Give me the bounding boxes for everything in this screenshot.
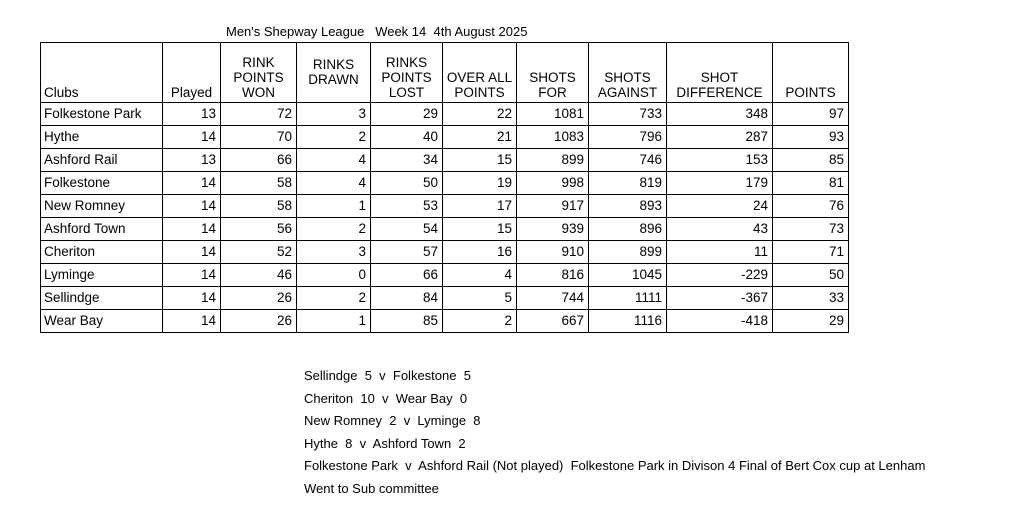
cell-shots-against: 893 xyxy=(589,195,667,218)
cell-shot-difference: 11 xyxy=(667,241,773,264)
cell-points: 85 xyxy=(773,149,849,172)
cell-shots-against: 1116 xyxy=(589,310,667,333)
cell-shots-against: 733 xyxy=(589,103,667,126)
cell-shots-for: 1081 xyxy=(517,103,589,126)
cell-shots-against: 746 xyxy=(589,149,667,172)
cell-points: 50 xyxy=(773,264,849,287)
cell-played: 14 xyxy=(163,287,221,310)
cell-rinks-drawn: 4 xyxy=(297,149,371,172)
cell-points: 33 xyxy=(773,287,849,310)
cell-rinks-points-lost: 50 xyxy=(371,172,443,195)
cell-played: 14 xyxy=(163,172,221,195)
header-row xyxy=(41,43,849,103)
result-line: Cheriton 10 v Wear Bay 0 xyxy=(304,390,468,406)
cell-rink-points-won: 26 xyxy=(221,287,297,310)
cell-overall-points: 21 xyxy=(443,126,517,149)
table-row xyxy=(41,103,849,126)
cell-rinks-points-lost: 29 xyxy=(371,103,443,126)
result-line: Sellindge 5 v Folkestone 5 xyxy=(304,368,471,383)
cell-played: 14 xyxy=(163,264,221,287)
cell-rinks-points-lost: 34 xyxy=(371,149,443,172)
cell-shots-against: 1045 xyxy=(589,264,667,287)
cell-rink-points-won: 26 xyxy=(221,310,297,333)
cell-shot-difference: 153 xyxy=(667,149,773,172)
cell-shot-difference: -229 xyxy=(667,264,773,287)
cell-rinks-points-lost: 40 xyxy=(371,126,443,149)
cell-shots-for: 744 xyxy=(517,287,589,310)
table-row xyxy=(41,218,849,241)
match-results xyxy=(304,365,925,500)
cell-played: 14 xyxy=(163,310,221,333)
cell-rink-points-won: 58 xyxy=(221,172,297,195)
result-line: Went to Sub committee xyxy=(304,480,439,496)
cell-shot-difference: 348 xyxy=(667,103,773,126)
cell-shots-against: 796 xyxy=(589,126,667,149)
cell-shots-for: 667 xyxy=(517,310,589,333)
cell-overall-points: 2 xyxy=(443,310,517,333)
cell-shots-for: 1083 xyxy=(517,126,589,149)
cell-club: Cheriton xyxy=(41,241,163,264)
cell-rinks-drawn: 3 xyxy=(297,103,371,126)
cell-shots-for: 998 xyxy=(517,172,589,195)
cell-shots-for: 917 xyxy=(517,195,589,218)
cell-overall-points: 15 xyxy=(443,218,517,241)
cell-rink-points-won: 52 xyxy=(221,241,297,264)
cell-shot-difference: -367 xyxy=(667,287,773,310)
cell-rinks-drawn: 1 xyxy=(297,310,371,333)
cell-rinks-points-lost: 53 xyxy=(371,195,443,218)
cell-rink-points-won: 56 xyxy=(221,218,297,241)
result-line: Folkestone Park v Ashford Rail (Not played) Folkestone Park in Divison 4 Final of Bert Cox cup at Lenham xyxy=(304,458,926,473)
cell-points: 71 xyxy=(773,241,849,264)
cell-rink-points-won: 46 xyxy=(221,264,297,287)
cell-shots-against: 899 xyxy=(589,241,667,264)
cell-shot-difference: 43 xyxy=(667,218,773,241)
cell-shots-for: 899 xyxy=(517,149,589,172)
cell-points: 93 xyxy=(773,126,849,149)
league-title: Men's Shepway League Week 14 4th August 2025 xyxy=(226,24,528,39)
cell-rinks-points-lost: 66 xyxy=(371,264,443,287)
header-rinks-points-lost: RINKS POINTS LOST xyxy=(371,43,443,103)
cell-shots-against: 1111 xyxy=(589,287,667,310)
cell-overall-points: 16 xyxy=(443,241,517,264)
cell-played: 14 xyxy=(163,241,221,264)
cell-overall-points: 4 xyxy=(443,264,517,287)
header-rink-points-won: RINK POINTS WON xyxy=(221,43,297,103)
cell-overall-points: 19 xyxy=(443,172,517,195)
cell-overall-points: 5 xyxy=(443,287,517,310)
cell-club: Sellindge xyxy=(41,287,163,310)
table-row xyxy=(41,195,849,218)
cell-rinks-drawn: 2 xyxy=(297,126,371,149)
cell-overall-points: 15 xyxy=(443,149,517,172)
cell-shots-for: 816 xyxy=(517,264,589,287)
cell-rinks-drawn: 2 xyxy=(297,287,371,310)
table-row xyxy=(41,310,849,333)
cell-played: 14 xyxy=(163,218,221,241)
cell-played: 13 xyxy=(163,103,221,126)
table-row xyxy=(41,264,849,287)
cell-shots-against: 819 xyxy=(589,172,667,195)
cell-club: Folkestone xyxy=(41,172,163,195)
cell-points: 73 xyxy=(773,218,849,241)
cell-club: Lyminge xyxy=(41,264,163,287)
cell-shot-difference: 24 xyxy=(667,195,773,218)
cell-points: 81 xyxy=(773,172,849,195)
cell-rinks-drawn: 4 xyxy=(297,172,371,195)
table-row xyxy=(41,241,849,264)
league-table xyxy=(40,42,849,333)
cell-club: Wear Bay xyxy=(41,310,163,333)
cell-points: 76 xyxy=(773,195,849,218)
table-row xyxy=(41,126,849,149)
cell-overall-points: 22 xyxy=(443,103,517,126)
cell-club: New Romney xyxy=(41,195,163,218)
header-shot-difference: SHOT DIFFERENCE xyxy=(667,43,773,103)
cell-club: Hythe xyxy=(41,126,163,149)
header-shots-against: SHOTS AGAINST xyxy=(589,43,667,103)
cell-played: 14 xyxy=(163,126,221,149)
cell-rink-points-won: 66 xyxy=(221,149,297,172)
cell-overall-points: 17 xyxy=(443,195,517,218)
cell-club: Ashford Town xyxy=(41,218,163,241)
cell-rinks-points-lost: 84 xyxy=(371,287,443,310)
cell-played: 14 xyxy=(163,195,221,218)
cell-club: Folkestone Park xyxy=(41,103,163,126)
cell-rinks-drawn: 3 xyxy=(297,241,371,264)
cell-rinks-drawn: 2 xyxy=(297,218,371,241)
cell-points: 29 xyxy=(773,310,849,333)
cell-shots-for: 939 xyxy=(517,218,589,241)
header-played: Played xyxy=(163,43,221,103)
cell-rinks-points-lost: 57 xyxy=(371,241,443,264)
cell-rinks-drawn: 1 xyxy=(297,195,371,218)
cell-rinks-points-lost: 54 xyxy=(371,218,443,241)
cell-shot-difference: 287 xyxy=(667,126,773,149)
table-row xyxy=(41,287,849,310)
header-clubs: Clubs xyxy=(41,43,163,103)
cell-shot-difference: 179 xyxy=(667,172,773,195)
cell-rink-points-won: 58 xyxy=(221,195,297,218)
header-overall-points: OVER ALL POINTS xyxy=(443,43,517,103)
table-row xyxy=(41,149,849,172)
cell-shots-against: 896 xyxy=(589,218,667,241)
cell-club: Ashford Rail xyxy=(41,149,163,172)
cell-shot-difference: -418 xyxy=(667,310,773,333)
cell-rink-points-won: 72 xyxy=(221,103,297,126)
cell-rink-points-won: 70 xyxy=(221,126,297,149)
cell-played: 13 xyxy=(163,149,221,172)
header-rinks-drawn: RINKS DRAWN xyxy=(297,43,371,103)
result-line: Hythe 8 v Ashford Town 2 xyxy=(304,435,466,451)
result-line: New Romney 2 v Lyminge 8 xyxy=(304,413,481,428)
header-points: POINTS xyxy=(773,43,849,103)
cell-rinks-drawn: 0 xyxy=(297,264,371,287)
cell-rinks-points-lost: 85 xyxy=(371,310,443,333)
cell-points: 97 xyxy=(773,103,849,126)
header-shots-for: SHOTS FOR xyxy=(517,43,589,103)
cell-shots-for: 910 xyxy=(517,241,589,264)
table-row xyxy=(41,172,849,195)
